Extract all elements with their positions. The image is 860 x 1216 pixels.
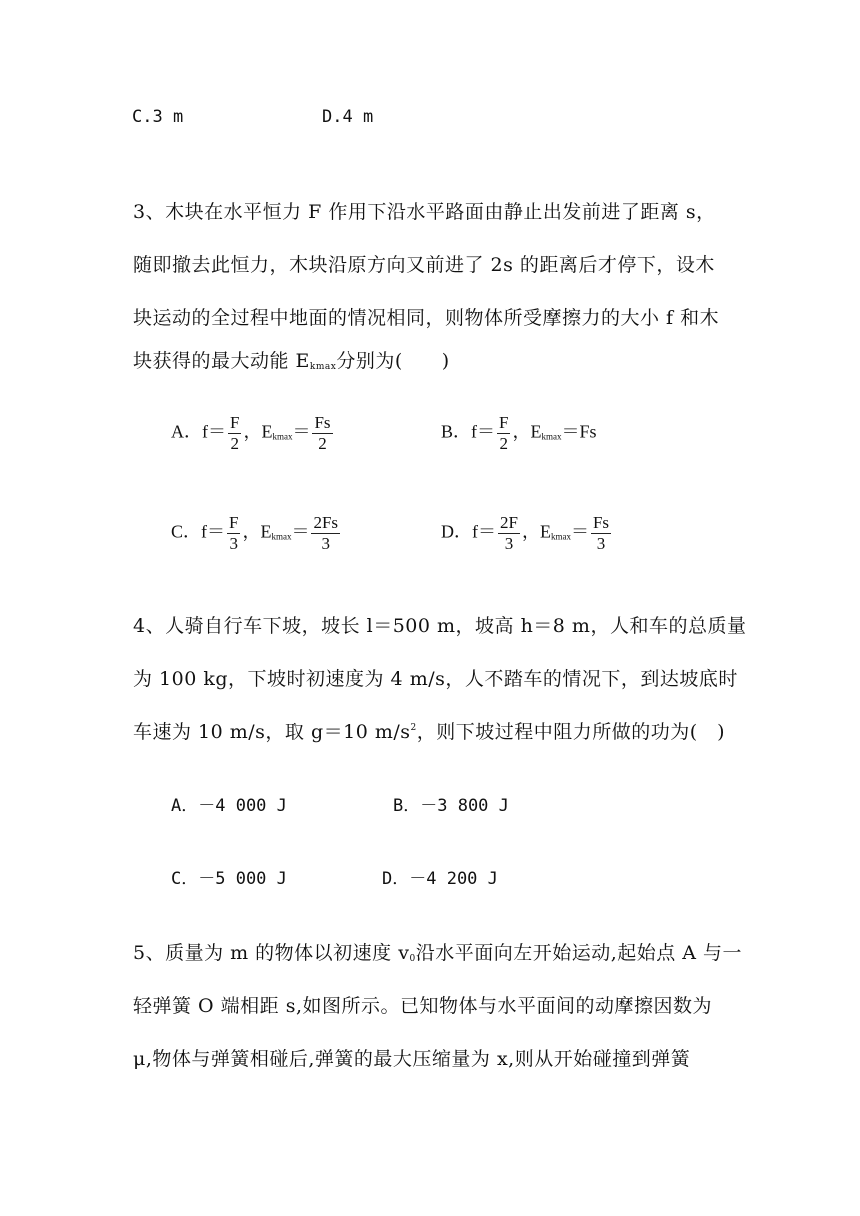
q3-b-f-num: F xyxy=(499,413,509,432)
q3-b-label: B．f＝ xyxy=(441,421,495,442)
q3-c-e: ，E xyxy=(242,521,272,542)
q3-option-b xyxy=(441,413,596,454)
q4-option-d: D．－4 200 J xyxy=(382,869,498,889)
q3-d-label: D．f＝ xyxy=(441,521,496,542)
q3-d-eq: ＝ xyxy=(570,521,589,542)
q3-b-e: ，E xyxy=(512,421,542,442)
q3-d-e-sub: kmax xyxy=(550,531,571,542)
q5-v0-sub: 0 xyxy=(409,954,416,964)
q4-option-c: C．－5 000 J xyxy=(171,869,287,889)
q3-c-f-num: F xyxy=(229,513,239,532)
q3-a-e-sub: kmax xyxy=(272,431,293,442)
q4-squared-sup: 2 xyxy=(410,723,417,733)
q5-line-2: 轻弹簧 O 端相距 s,如图所示。已知物体与水平面间的动摩擦因数为 xyxy=(133,995,712,1017)
q3-line-2: 随即撤去此恒力，木块沿原方向又前进了 2s 的距离后才停下，设木 xyxy=(133,254,715,276)
q3-a-e-num: Fs xyxy=(314,413,331,432)
q3-a-e-den: 2 xyxy=(318,434,327,453)
q5-line-1-pre: 5、质量为 m 的物体以初速度 v xyxy=(133,942,410,964)
q3-d-e-num: Fs xyxy=(592,513,610,532)
q3-a-e-fraction xyxy=(312,413,332,454)
q3-line-1: 3、木块在水平恒力 F 作用下沿水平路面由静止出发前进了距离 s， xyxy=(133,201,716,223)
q5-line-3: μ,物体与弹簧相碰后,弹簧的最大压缩量为 x,则从开始碰撞到弹簧 xyxy=(133,1048,691,1070)
q4-option-a: A．－4 000 J xyxy=(171,796,287,816)
q3-c-e-fraction xyxy=(311,513,340,554)
q3-a-f-den: 2 xyxy=(230,434,239,453)
q3-d-f-den: 3 xyxy=(504,534,514,553)
q4-line-3-post: ，则下坡过程中阻力所做的功为( ) xyxy=(416,721,726,743)
option-c: C.3 m xyxy=(132,107,184,127)
q3-a-eq: ＝ xyxy=(292,421,311,442)
q3-d-f-num: 2F xyxy=(500,513,518,532)
q4-option-b: B．－3 800 J xyxy=(393,796,509,816)
q3-a-f-fraction xyxy=(228,413,241,454)
q3-c-e-den: 3 xyxy=(321,534,330,553)
option-d: D.4 m xyxy=(322,107,374,127)
q3-d-e-den: 3 xyxy=(596,534,606,553)
q3-d-e: ，E xyxy=(521,521,551,542)
q5-line-1 xyxy=(133,938,742,965)
q3-c-f-fraction xyxy=(227,513,240,554)
q3-option-a xyxy=(171,413,335,454)
q3-line-4-pre: 块获得的最大动能 E xyxy=(133,350,310,372)
q3-kmax-sub: kmax xyxy=(309,362,337,372)
q3-b-e-sub: kmax xyxy=(541,431,562,442)
q3-c-e-sub: kmax xyxy=(271,531,292,542)
q3-a-label: A．f＝ xyxy=(171,421,226,442)
q4-line-2: 为 100 kg，下坡时初速度为 4 m/s，人不踏车的情况下，到达坡底时 xyxy=(133,668,738,690)
q4-line-3-pre: 车速为 10 m/s，取 g＝10 m/s xyxy=(133,721,411,743)
q3-line-4 xyxy=(133,346,450,373)
q5-line-1-post: 沿水平面向左开始运动,起始点 A 与一 xyxy=(415,942,743,964)
q3-b-rest: ＝Fs xyxy=(561,421,597,442)
q3-a-f-num: F xyxy=(230,413,240,432)
q3-line-4-post: 分别为( ) xyxy=(336,350,450,372)
q3-line-3: 块运动的全过程中地面的情况相同，则物体所受摩擦力的大小 f 和木 xyxy=(133,307,720,329)
q3-d-e-fraction xyxy=(591,513,611,554)
q3-a-e: ，E xyxy=(243,421,273,442)
q3-c-label: C．f＝ xyxy=(171,521,225,542)
q4-line-3 xyxy=(133,717,725,744)
q3-b-f-fraction xyxy=(497,413,510,454)
q3-b-f-den: 2 xyxy=(499,434,508,453)
q3-c-e-num: 2Fs xyxy=(313,513,339,532)
q3-c-eq: ＝ xyxy=(291,521,310,542)
q3-option-c xyxy=(171,513,342,554)
q3-d-f-fraction xyxy=(498,513,520,554)
q3-option-d xyxy=(441,513,613,554)
q3-c-f-den: 3 xyxy=(229,534,238,553)
q4-line-1: 4、人骑自行车下坡，坡长 l＝500 m，坡高 h＝8 m，人和车的总质量 xyxy=(133,615,747,637)
